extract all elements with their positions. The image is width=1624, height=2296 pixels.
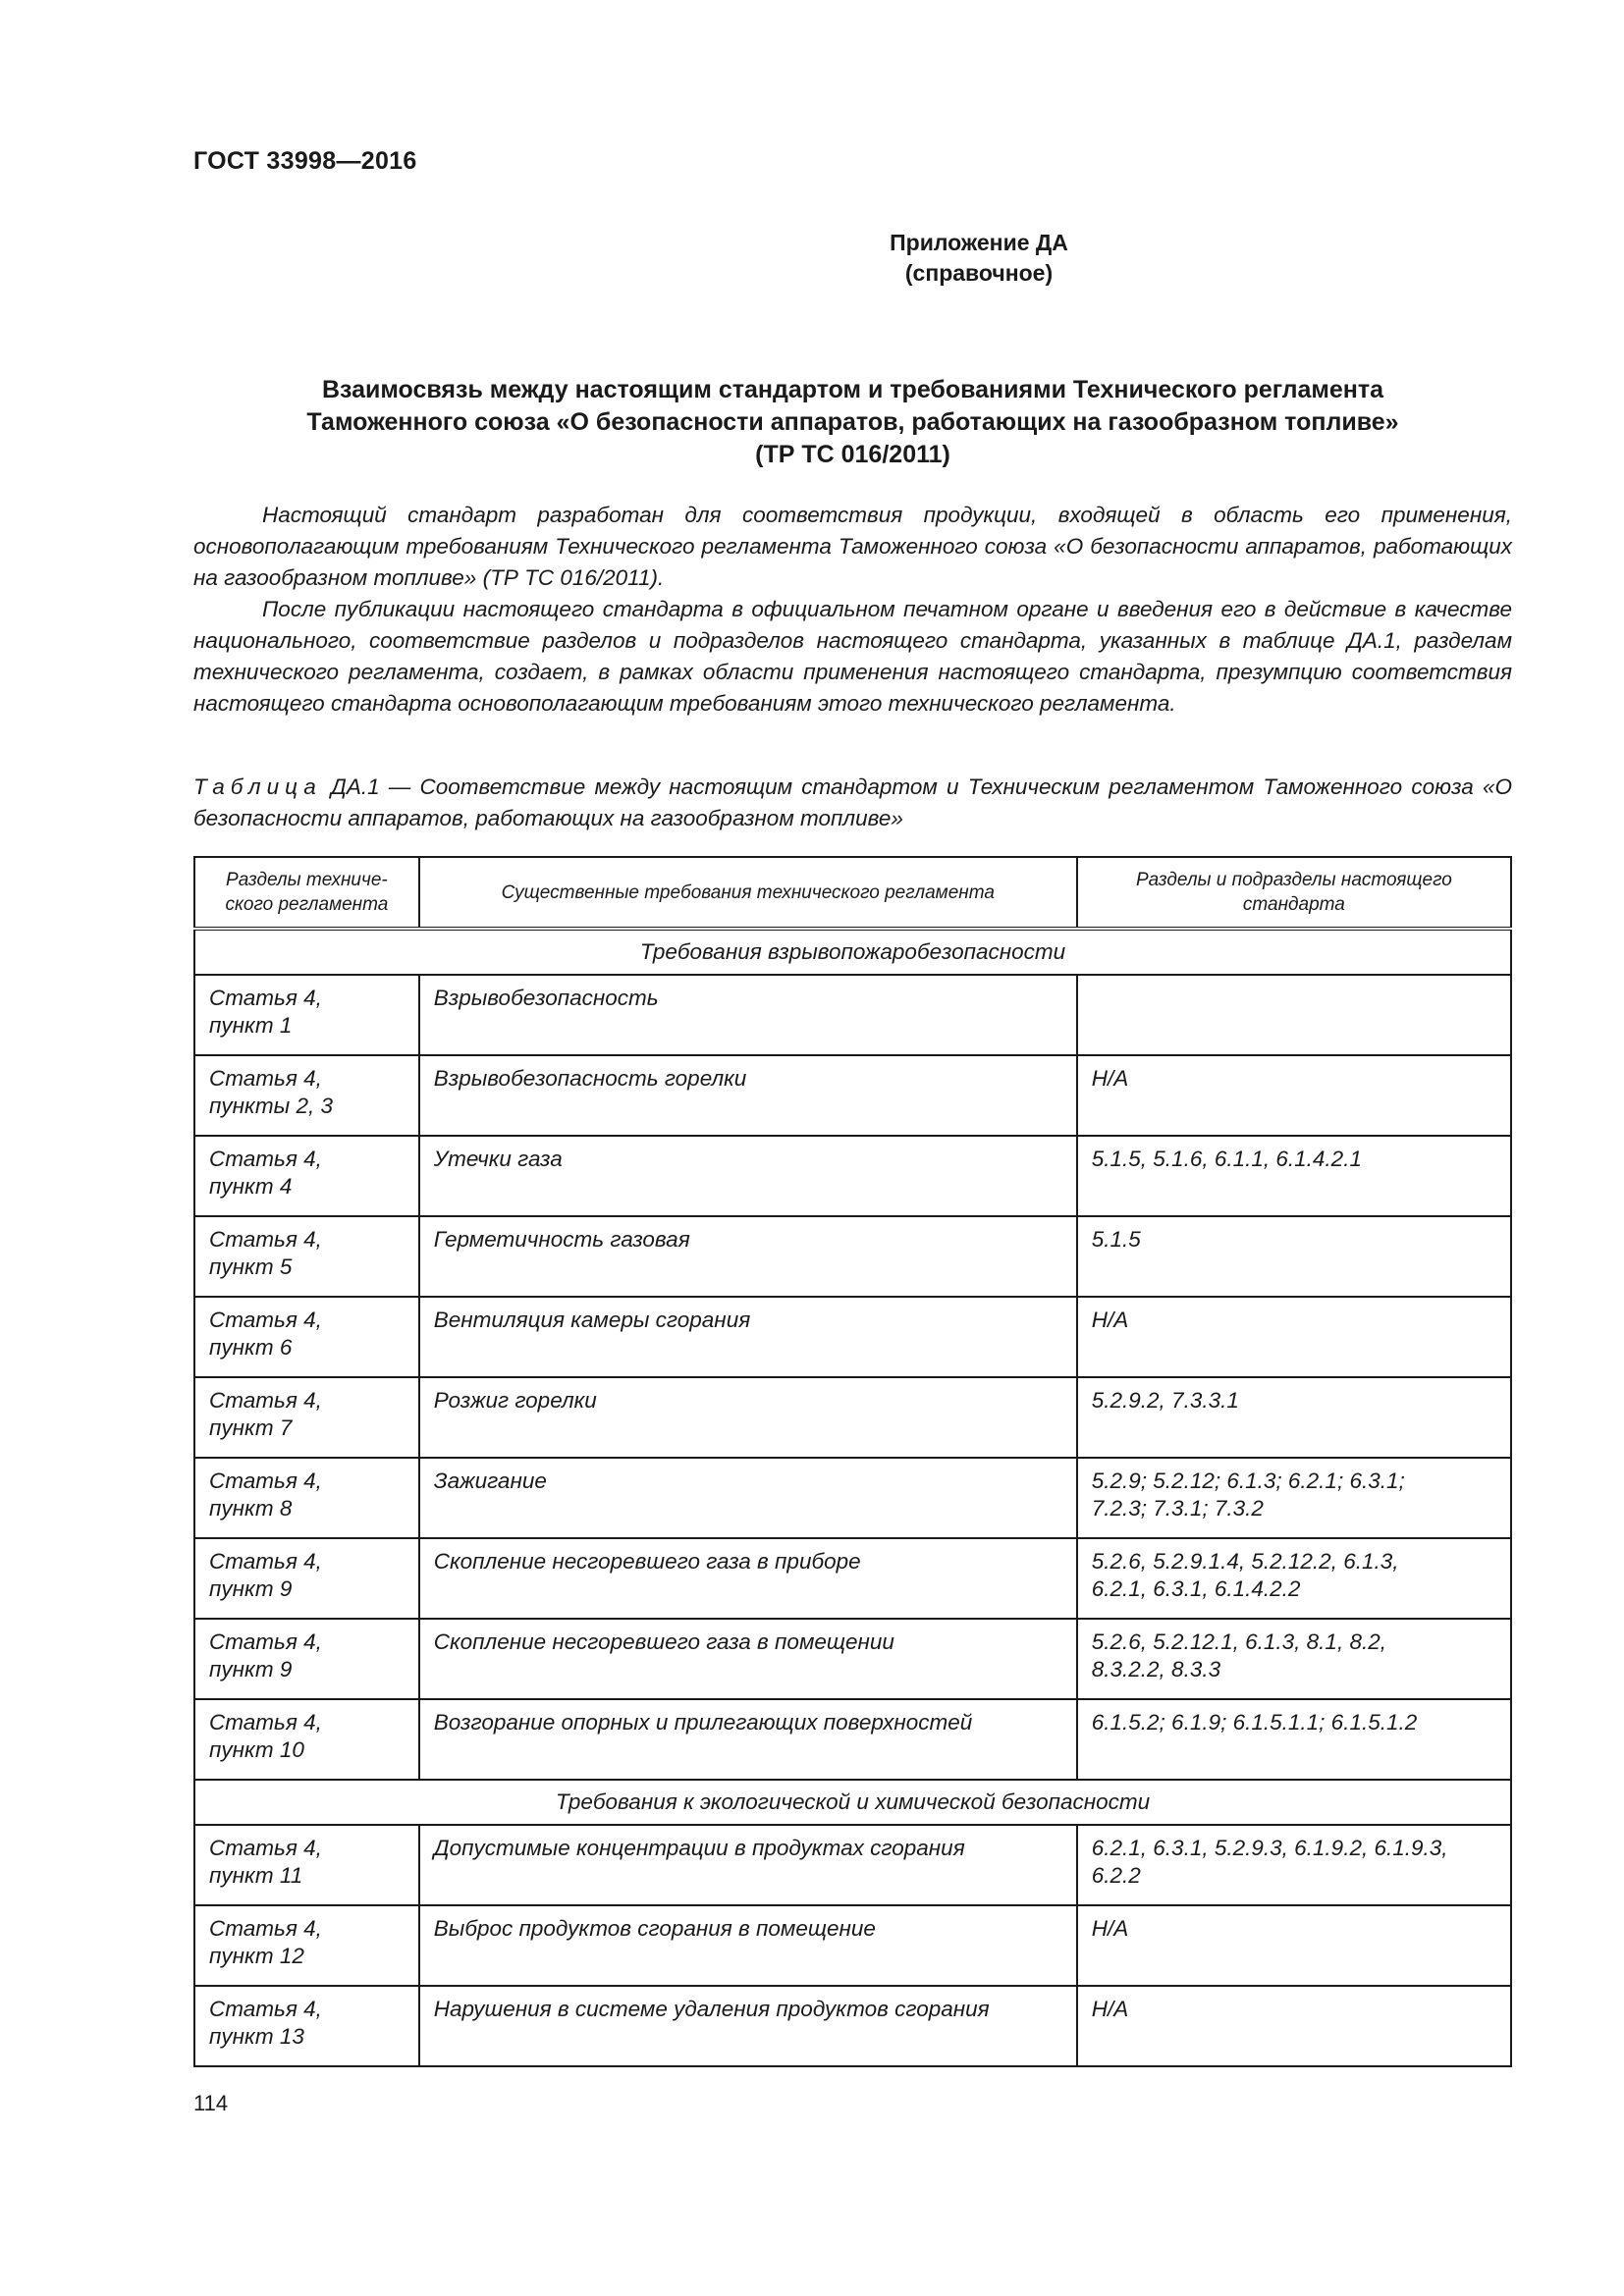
cell-article: Статья 4, пункт 5 [194,1216,419,1297]
table-caption [193,772,1512,834]
table-row [194,1377,1511,1458]
intro-paragraph: После публикации настоящего стандарта в официальном печатном органе и введения его в действие в качестве национального, соответствие разделов и подразделов настоящего стандарта, указанных в таблице ДА.1, разделам технического регламента, создает, в рамках области применения настоящего стандарта, презумпцию соответствия настоящего стандарта основополагающим требованиям этого технического регламента. [193,597,1512,716]
cell-sections: Н/А [1077,1055,1511,1136]
table-row [194,1825,1511,1905]
cell-sections: 6.1.5.2; 6.1.9; 6.1.5.1.1; 6.1.5.1.2 [1077,1699,1511,1780]
table-row [194,975,1511,1055]
cell-requirement: Допустимые концентрации в продуктах сгорания [419,1825,1077,1905]
cell-requirement: Герметичность газовая [419,1216,1077,1297]
header-cell-regulation-sections [194,857,419,929]
cell-article: Статья 4, пункты 2, 3 [194,1055,419,1136]
table-row [194,1699,1511,1780]
header-cell-standard-sections [1077,857,1511,929]
header-text: Разделы техниче- [226,870,388,890]
table-row [194,1619,1511,1699]
cell-sections: 5.2.6, 5.2.12.1, 6.1.3, 8.1, 8.2, 8.3.2.2, 8.3.3 [1077,1619,1511,1699]
cell-article: Статья 4, пункт 9 [194,1538,419,1619]
main-title [193,374,1512,471]
appendix-subtitle: (справочное) [904,260,1054,286]
cell-sections: 5.2.6, 5.2.9.1.4, 5.2.12.2, 6.1.3, 6.2.1, 6.3.1, 6.1.4.2.2 [1077,1538,1511,1619]
header-text: стандарта [1242,894,1345,915]
cell-requirement: Взрывобезопасность [419,975,1077,1055]
cell-sections: 5.1.5 [1077,1216,1511,1297]
table-row [194,1216,1511,1297]
cell-sections: Н/А [1077,1297,1511,1377]
table-row [194,1986,1511,2066]
cell-requirement: Зажигание [419,1458,1077,1538]
appendix-title: Приложение ДА [890,230,1068,255]
cell-article: Статья 4, пункт 6 [194,1297,419,1377]
table-caption-label: Таблица [193,774,322,799]
cell-sections: 5.1.5, 5.1.6, 6.1.1, 6.1.4.2.1 [1077,1136,1511,1216]
header-text: Разделы и подразделы настоящего [1135,870,1452,890]
table-row [194,1458,1511,1538]
table-header-row [194,857,1511,929]
appendix-heading [0,228,1624,289]
cell-requirement: Возгорание опорных и прилегающих поверхностей [419,1699,1077,1780]
cell-article: Статья 4, пункт 1 [194,975,419,1055]
cell-requirement: Скопление несгоревшего газа в приборе [419,1538,1077,1619]
cell-sections: Н/А [1077,1905,1511,1986]
intro-paragraph: Настоящий стандарт разработан для соответствия продукции, входящей в область его применения, основополагающим требованиям Технического регламента Таможенного союза «О безопасности аппаратов, работающих на газообразном топливе» (ТР ТС 016/2011). [193,503,1512,590]
cell-article: Статья 4, пункт 11 [194,1825,419,1905]
cell-sections [1077,975,1511,1055]
table-row [194,1538,1511,1619]
document-code: ГОСТ 33998—2016 [193,147,417,175]
header-cell-requirements: Существенные требования технического регламента [419,857,1077,929]
page-number: 114 [193,2091,229,2115]
header-text: ского регламента [225,894,389,915]
table-row [194,1297,1511,1377]
table-caption-text: ДА.1 — Соответствие между настоящим стандартом и Техническим регламентом Таможенного союза «О безопасности аппаратов, работающих на газообразном топливе» [193,774,1512,830]
cell-requirement: Выброс продуктов сгорания в помещение [419,1905,1077,1986]
table-group-row [194,929,1511,975]
cell-article: Статья 4, пункт 8 [194,1458,419,1538]
cell-sections: Н/А [1077,1986,1511,2066]
group-title: Требования к экологической и химической безопасности [194,1780,1511,1825]
cell-sections: 5.2.9.2, 7.3.3.1 [1077,1377,1511,1458]
cell-sections: 6.2.1, 6.3.1, 5.2.9.3, 6.1.9.2, 6.1.9.3, 6.2.2 [1077,1825,1511,1905]
cell-article: Статья 4, пункт 13 [194,1986,419,2066]
table-row [194,1136,1511,1216]
intro-text [193,500,1512,720]
cell-article: Статья 4, пункт 7 [194,1377,419,1458]
main-title-line: Взаимосвязь между настоящим стандартом и требованиями Технического регламента [321,376,1384,403]
main-title-line: (ТР ТС 016/2011) [755,441,950,468]
cell-requirement: Розжиг горелки [419,1377,1077,1458]
table-row [194,1905,1511,1986]
cell-requirement: Взрывобезопасность горелки [419,1055,1077,1136]
cell-requirement: Утечки газа [419,1136,1077,1216]
cell-requirement: Нарушения в системе удаления продуктов сгорания [419,1986,1077,2066]
cell-requirement: Вентиляция камеры сгорания [419,1297,1077,1377]
table-row [194,1055,1511,1136]
cell-article: Статья 4, пункт 10 [194,1699,419,1780]
cell-requirement: Скопление несгоревшего газа в помещении [419,1619,1077,1699]
cell-article: Статья 4, пункт 9 [194,1619,419,1699]
cell-article: Статья 4, пункт 12 [194,1905,419,1986]
requirements-table [193,856,1512,2067]
group-title: Требования взрывопожаробезопасности [194,929,1511,975]
cell-sections: 5.2.9; 5.2.12; 6.1.3; 6.2.1; 6.3.1; 7.2.3; 7.3.1; 7.3.2 [1077,1458,1511,1538]
main-title-line: Таможенного союза «О безопасности аппаратов, работающих на газообразном топливе» [306,408,1399,436]
table-group-row [194,1780,1511,1825]
cell-article: Статья 4, пункт 4 [194,1136,419,1216]
